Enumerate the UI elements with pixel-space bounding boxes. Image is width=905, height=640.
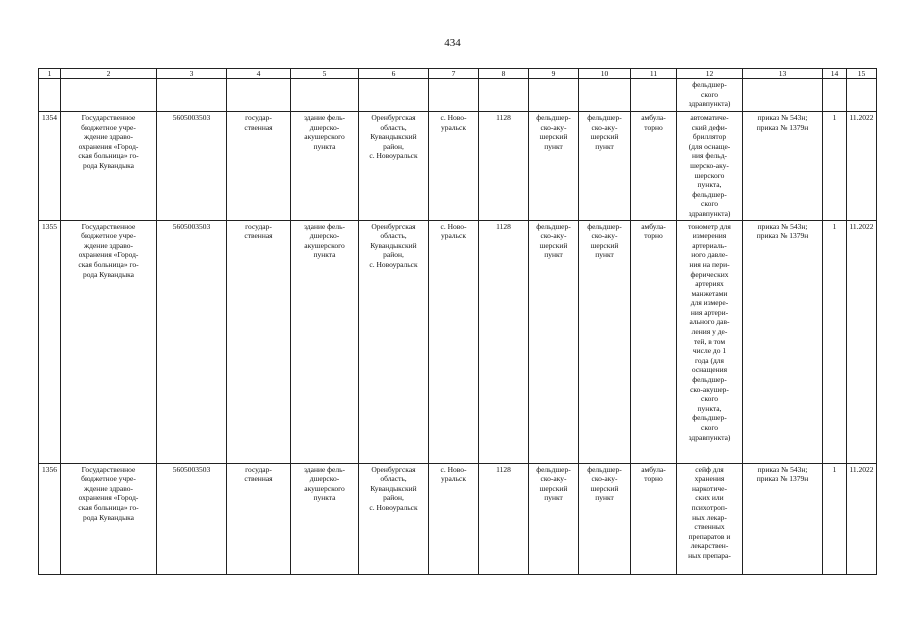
row-number: 1355 xyxy=(42,221,57,231)
unit-cell: фельдшер- ско-аку- шерский пункт xyxy=(536,464,571,503)
equipment-cell: автоматиче- ский дефи- бриллятор (для оснаще- ния фельд- шерско-аку- шерского пункта, фельдшер- ского здравпункта) xyxy=(688,113,731,218)
column-number: 1 xyxy=(39,69,61,79)
column-number: 4 xyxy=(227,69,291,79)
unit-cell: фельдшер- ско-аку- шерский пункт xyxy=(536,113,571,151)
column-number: 9 xyxy=(529,69,579,79)
unit-cell: фельдшер- ско-аку- шерский пункт xyxy=(536,221,571,260)
row-number: 1356 xyxy=(42,464,57,474)
quantity-cell: 1 xyxy=(832,113,837,122)
order-cell: приказ № 543н; приказ № 1379н xyxy=(756,113,809,132)
organization-cell: Государственное бюджетное учре- ждение здраво- охранения «Город- ская больница» го- рода Кувандыка xyxy=(78,113,139,170)
table-row xyxy=(39,463,877,574)
building-cell: здание фель- дшерско- акушерского пункта xyxy=(303,113,346,151)
address-cell: Оренбургская область, Кувандыкский район, с. Новоуральск xyxy=(369,113,418,161)
address-cell: Оренбургская область, Кувандыкский район, с. Новоуральск xyxy=(369,464,418,512)
order-cell: приказ № 543н; приказ № 1379н xyxy=(756,221,809,241)
inn-cell: 5605003503 xyxy=(172,464,211,474)
continuation-row xyxy=(39,79,877,112)
locality-cell: с. Ново- уральск xyxy=(440,221,467,241)
order-cell: приказ № 543н; приказ № 1379н xyxy=(756,464,809,484)
organization-cell: Государственное бюджетное учре- ждение здраво- охранения «Город- ская больница» го- рода Кувандыка xyxy=(78,221,139,279)
table-row xyxy=(39,112,877,221)
column-number-row xyxy=(39,69,877,79)
quantity-cell: 1 xyxy=(832,221,837,231)
inn-cell: 5605003503 xyxy=(172,221,211,231)
date-cell: 11.2022 xyxy=(849,464,874,474)
subunit-cell: фельдшер- ско-аку- шерский пункт xyxy=(587,113,622,151)
code-cell: 1128 xyxy=(496,113,511,122)
ownership-cell: государ- ственная xyxy=(244,221,273,241)
care-conditions-cell: амбула- торно xyxy=(641,221,666,241)
locality-cell: с. Ново- уральск xyxy=(440,464,467,484)
column-number: 7 xyxy=(429,69,479,79)
address-cell: Оренбургская область, Кувандыкский район, с. Новоуральск xyxy=(369,221,418,269)
ownership-cell: государ- ственная xyxy=(244,113,273,132)
column-number: 2 xyxy=(61,69,157,79)
column-number: 10 xyxy=(579,69,631,79)
care-conditions-cell: амбула- торно xyxy=(641,464,666,484)
column-number: 3 xyxy=(157,69,227,79)
locality-cell: с. Ново- уральск xyxy=(440,113,467,132)
organization-cell: Государственное бюджетное учре- ждение здраво- охранения «Город- ская больница» го- рода Кувандыка xyxy=(78,464,139,522)
subunit-cell: фельдшер- ско-аку- шерский пункт xyxy=(587,464,622,503)
code-cell: 1128 xyxy=(496,464,511,474)
column-number: 13 xyxy=(743,69,823,79)
column-number: 8 xyxy=(479,69,529,79)
building-cell: здание фель- дшерско- акушерского пункта xyxy=(303,464,346,503)
column-number: 11 xyxy=(631,69,677,79)
equipment-cell: тонометр для измерения артериаль- ного давле- ния на пери- ферических артериях манжетами для измере- ния артери- ального дав- ления у де- тей, в том числе до 1 года (для оснащения фельдшер- ско-акушер- ского пункта, фельдшер- ского здравпункта) xyxy=(688,221,731,442)
column-number: 5 xyxy=(291,69,359,79)
page-number: 434 xyxy=(444,37,461,49)
column-number: 6 xyxy=(359,69,429,79)
code-cell: 1128 xyxy=(496,221,511,231)
care-conditions-cell: амбула- торно xyxy=(641,113,666,132)
table-row xyxy=(39,220,877,463)
column-number: 15 xyxy=(847,69,877,79)
register-table xyxy=(38,68,877,575)
equipment-cell: сейф для хранения наркотиче- ских или психотроп- ных лекар- ственных препаратов и лекарствен- ных препара- xyxy=(688,464,731,560)
ownership-cell: государ- ственная xyxy=(244,464,273,484)
inn-cell: 5605003503 xyxy=(172,113,211,122)
column-number: 12 xyxy=(677,69,743,79)
quantity-cell: 1 xyxy=(832,464,837,474)
equipment-cell: фельдшер- ского здравпункта) xyxy=(688,80,731,109)
date-cell: 11.2022 xyxy=(849,221,874,231)
building-cell: здание фель- дшерско- акушерского пункта xyxy=(303,221,346,260)
row-number: 1354 xyxy=(42,113,57,122)
subunit-cell: фельдшер- ско-аку- шерский пункт xyxy=(587,221,622,260)
date-cell: 11.2022 xyxy=(849,113,874,122)
column-number: 14 xyxy=(823,69,847,79)
